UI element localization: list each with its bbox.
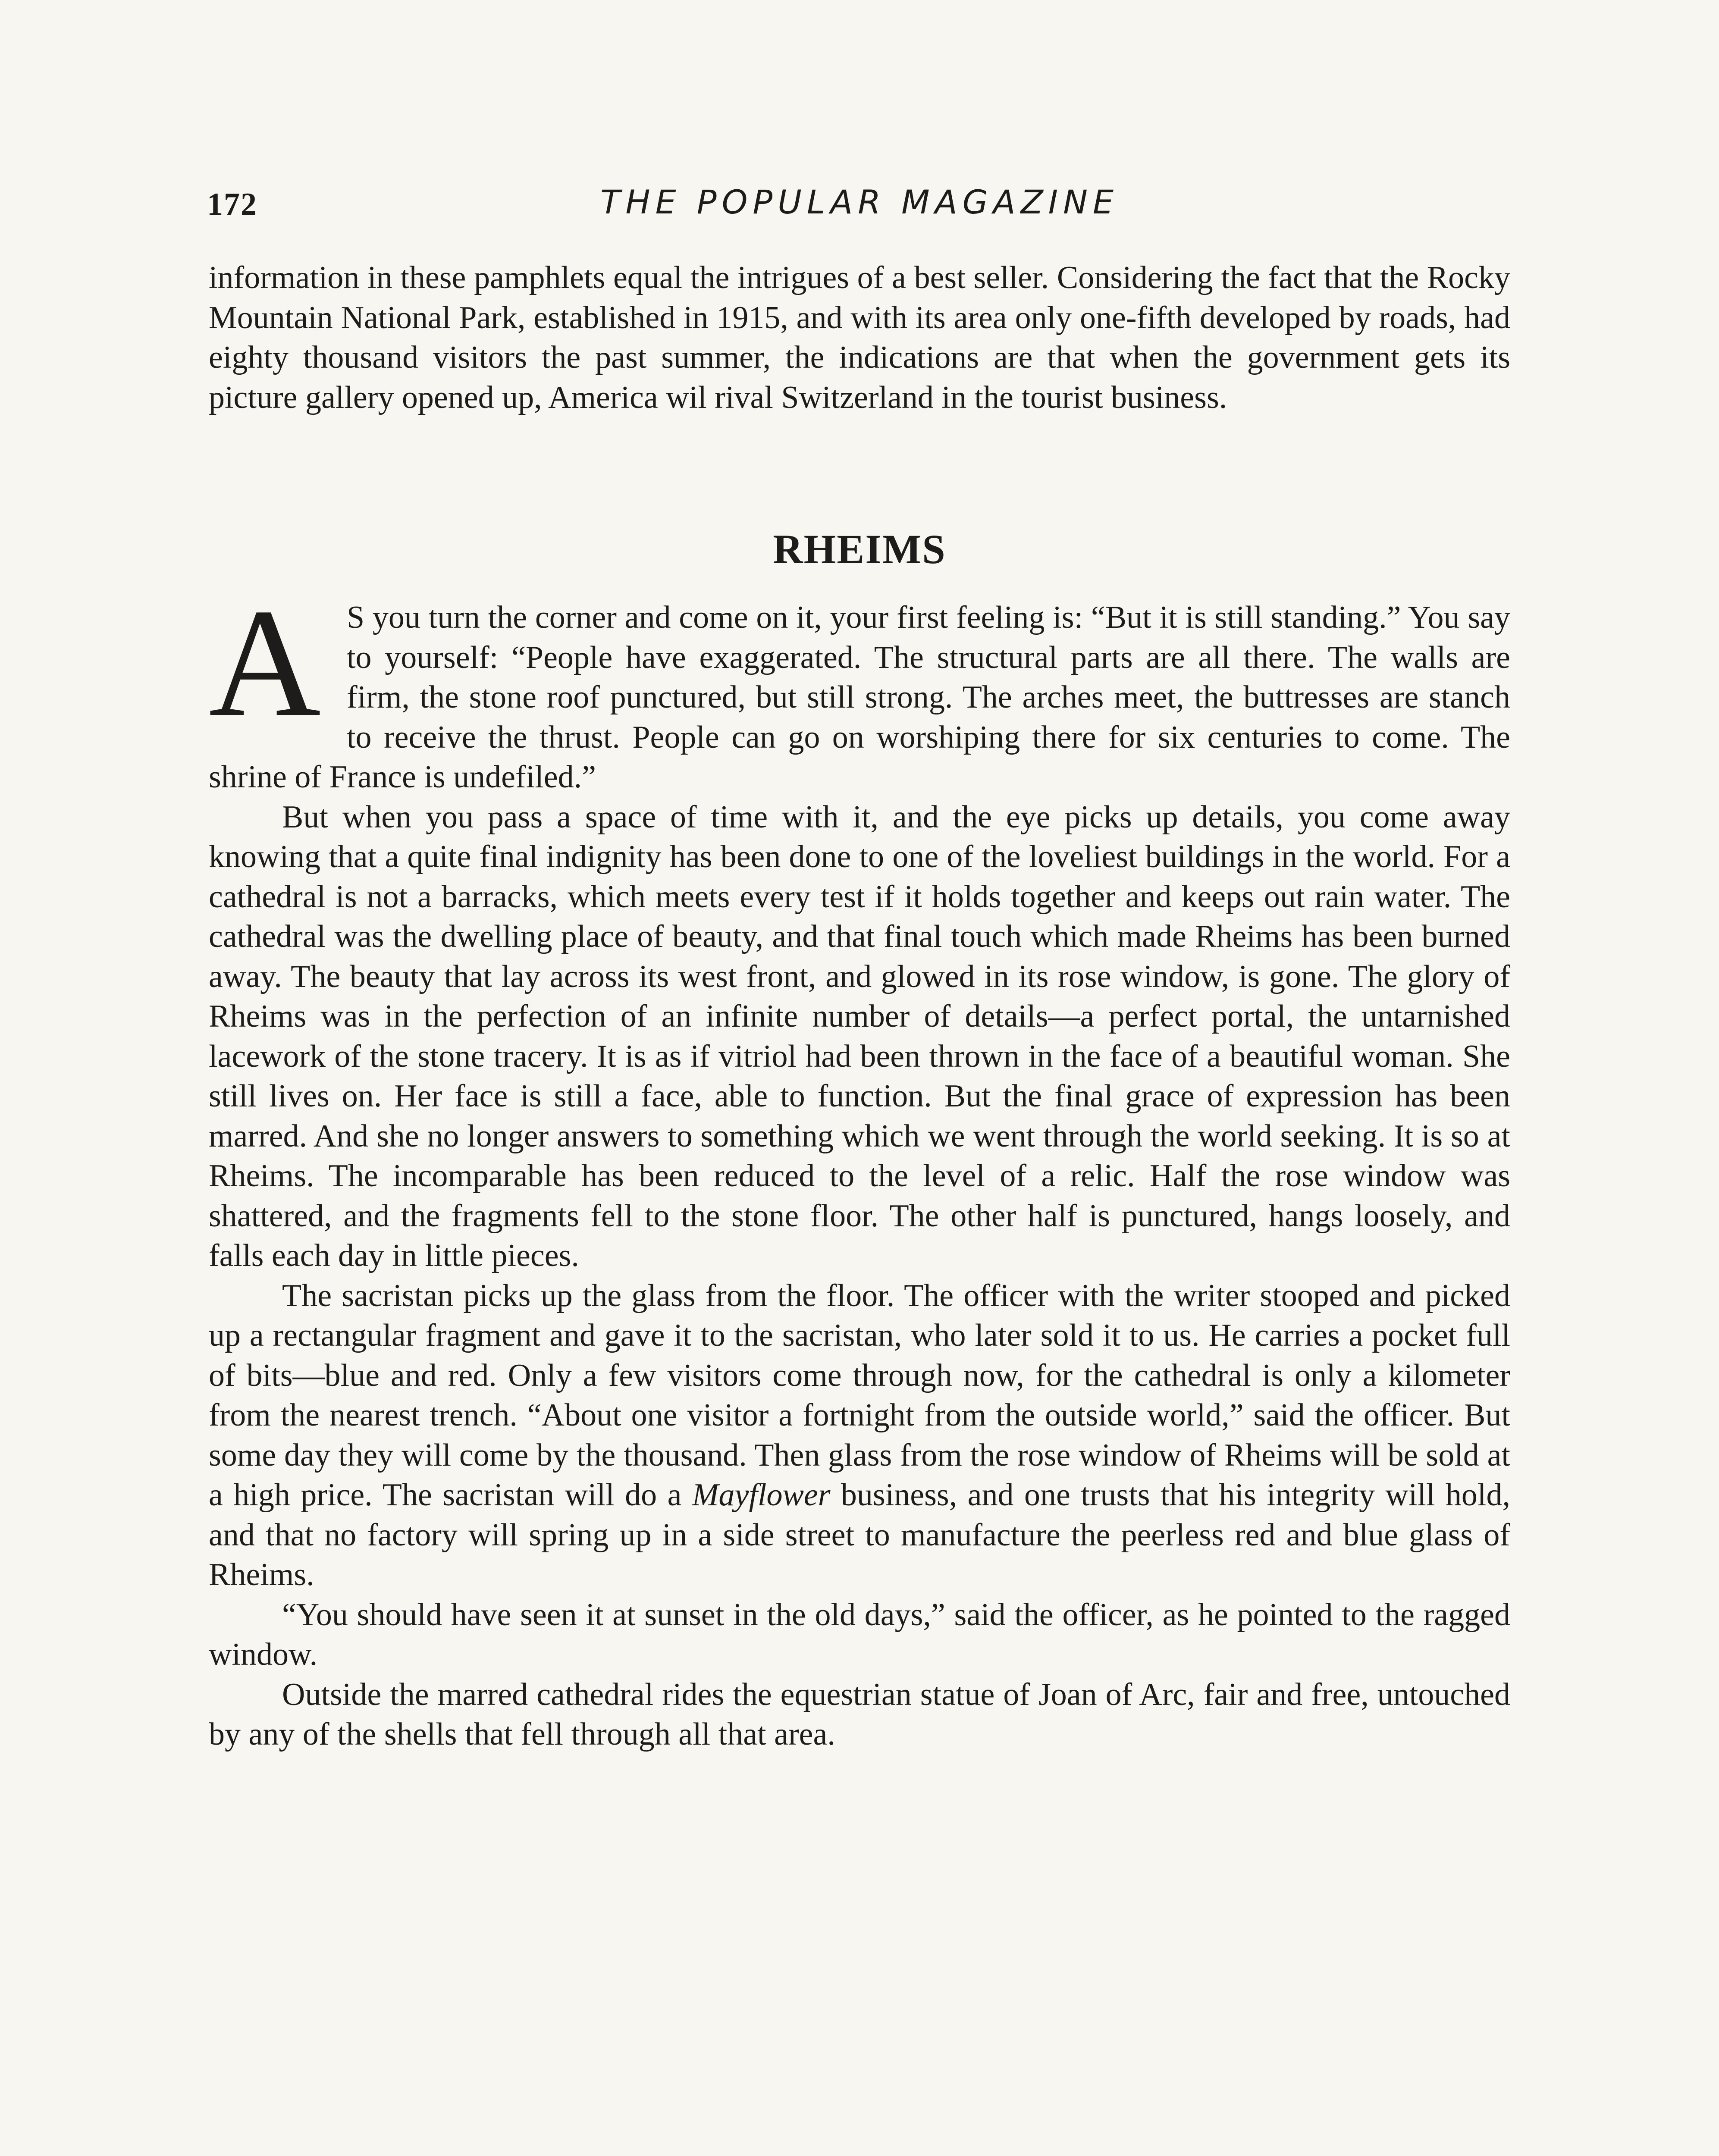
intro-paragraph-block [209,258,1510,417]
article-paragraph-text: The sacristan picks up the glass from the floor. The officer with the writer stooped and picked up a rectangular fragment and gave it to the sacristan, who later sold it to us. He carries a pocket full of bits—blue and red. Only a few visitors come through now, for the cathedral is only a kilometer from the nearest trench. “About one visitor a fortnight from the outside world,” said the officer. But some day they will come by the thousand. Then glass from the rose window of Rheims will be sold at a high price. The sacristan will do a [209,1278,1510,1513]
article-paragraph [209,1276,1510,1595]
article-body [209,577,1510,1755]
article-paragraph [209,577,1510,797]
article-paragraph: “You should have seen it at sunset in the old days,” said the officer, as he pointed to the ragged window. [209,1597,1510,1672]
drop-cap: A [209,577,321,749]
article-paragraph: But when you pass a space of time with it, and the eye picks up details, you come away knowing that a quite final indignity has been done to one of the loveliest buildings in the world. For a cathedral is not a barracks, which meets every test if it holds together and keeps out rain water. The cathedral was the dwelling place of beauty, and that final touch which made Rheims has been burned away. The beauty that lay across its west front, and glowed in its rose window, is gone. The glory of Rheims was in the perfection of an infinite number of details—a perfect portal, the untarnished lacework of the stone tracery. It is as if vitriol had been thrown in the face of a beautiful woman. She still lives on. Her face is still a face, able to function. But the final grace of expression has been marred. And she no longer answers to something which we went through the world seeking. It is so at Rheims. The incomparable has been reduced to the level of a relic. Half the rose window was shattered, and the fragments fell to the stone floor. The other half is punctured, hangs loosely, and falls each day in little pieces. [209,799,1510,1273]
article-paragraph-text: S you turn the corner and come on it, your first feeling is: “But it is still standing.” You say to yourself: “People have exaggerated. The structural parts are all there. The walls are firm, the stone roof punctured, but still strong. The arches meet, the buttresses are stanch to receive the thrust. People can go on worshiping there for six centuries to come. The shrine of France is undefiled.” [209,600,1510,795]
article-title: RHEIMS [773,526,946,572]
article-paragraph: Outside the marred cathedral rides the equestrian statue of Joan of Arc, fair and free, untouched by any of the shells that fell through all that area. [209,1677,1510,1752]
article-paragraph-text: business, and one trusts that his integrity will hold, and that no factory will spring up in a side street to manufacture the peerless red and blue glass of Rheims. [209,1477,1510,1592]
page-number: 172 [207,187,257,222]
intro-paragraph: information in these pamphlets equal the intrigues of a best seller. Considering the fact that the Rocky Mountain National Park, established in 1915, and with its area only one-fifth developed by roads, had eighty thousand visitors the past summer, the indications are that when the government gets its picture gallery opened up, America wil rival Switzerland in the tourist business. [209,260,1510,415]
running-header: THE POPULAR MAGAZINE [600,183,1119,221]
italic-ship-name: Mayflower [692,1477,831,1513]
